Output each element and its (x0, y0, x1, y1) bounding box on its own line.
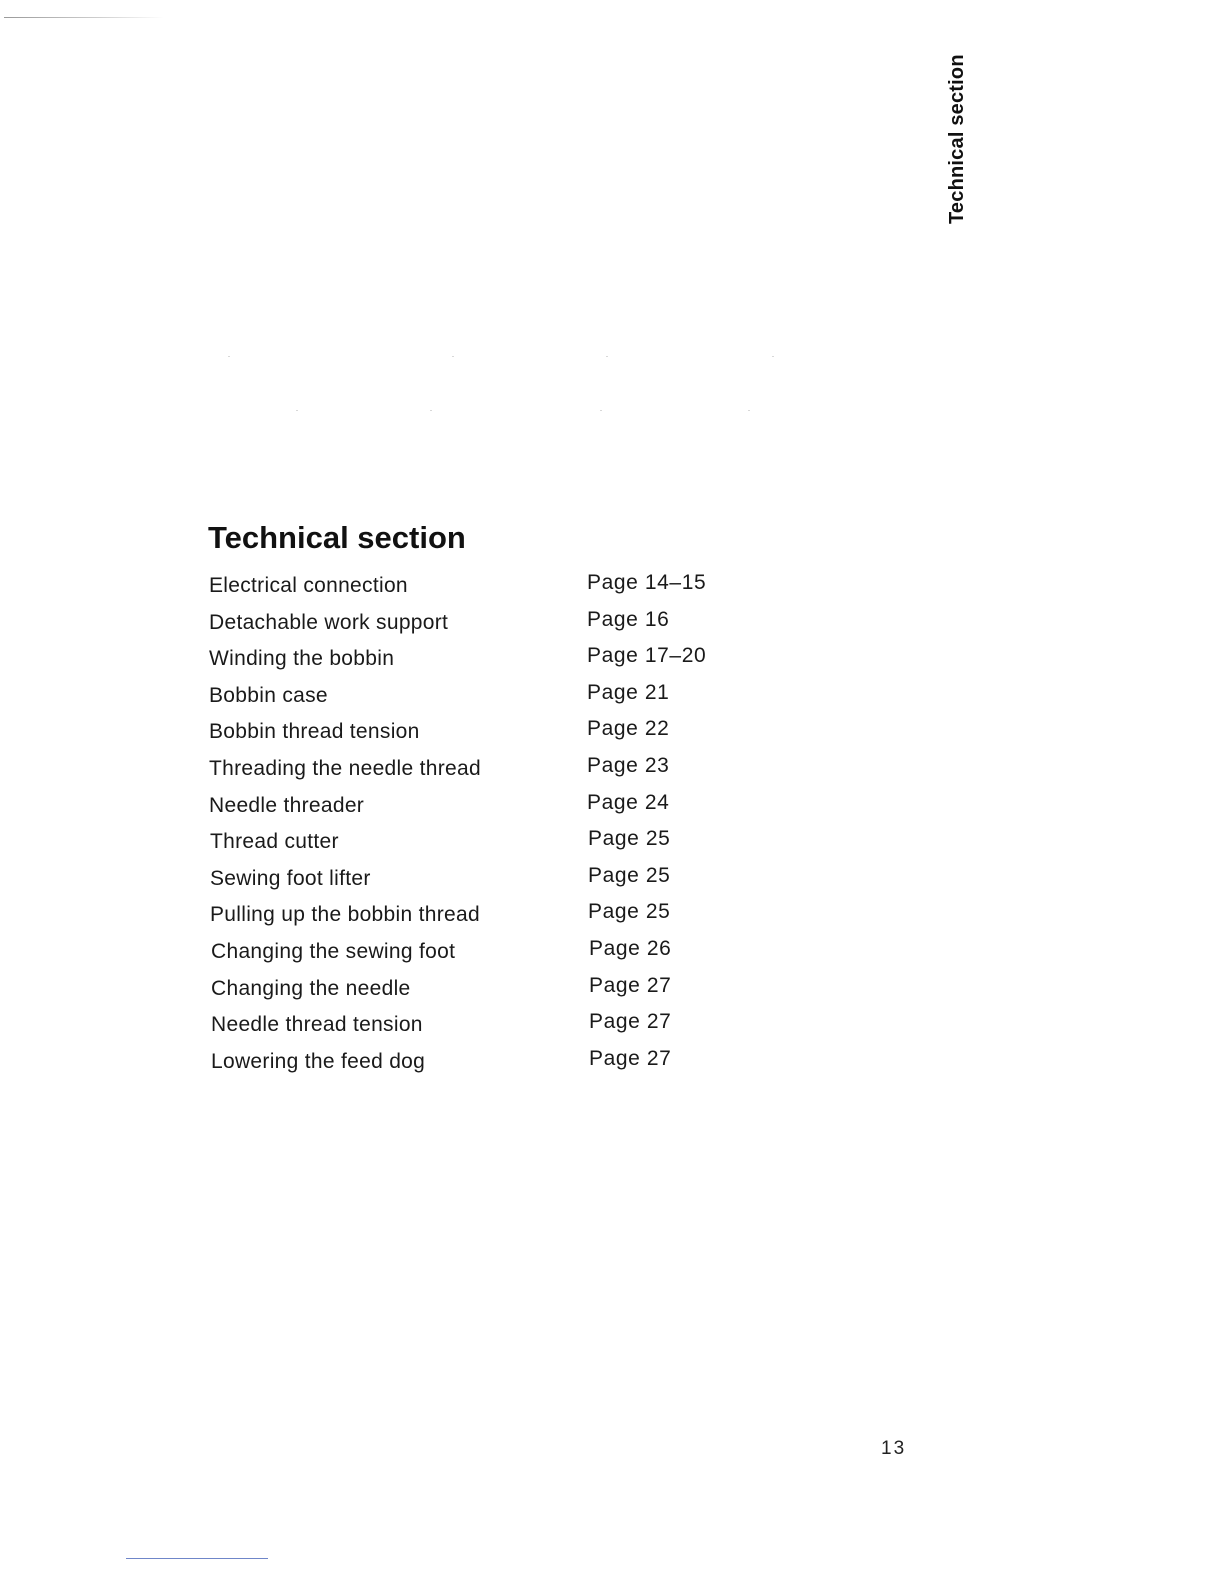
scan-speck (430, 410, 432, 411)
toc-entry-page: Page 25 (588, 863, 671, 887)
toc-entry-label: Sewing foot lifter (210, 866, 371, 890)
toc-row (209, 751, 749, 788)
toc-entry-page: Page 27 (589, 973, 672, 997)
table-of-contents (209, 568, 749, 1080)
toc-entry-label: Pulling up the bobbin thread (210, 903, 480, 927)
toc-entry-page: Page 26 (589, 936, 672, 960)
toc-entry-label: Threading the needle thread (209, 756, 481, 780)
scan-speck (296, 410, 298, 411)
toc-entry-page: Page 16 (587, 607, 670, 631)
toc-row (209, 678, 749, 715)
toc-entry-label: Changing the sewing foot (211, 939, 456, 963)
scan-speck (600, 410, 602, 411)
toc-entry-page: Page 14–15 (587, 571, 707, 594)
scan-speck (606, 356, 608, 357)
toc-entry-page: Page 21 (587, 680, 670, 704)
scan-speck (452, 356, 454, 357)
page-number: 13 (881, 1438, 907, 1459)
toc-row (210, 824, 750, 861)
side-tab-label: Technical section (946, 54, 968, 224)
scan-artifact-bottom (126, 1558, 268, 1559)
toc-entry-label: Bobbin thread tension (209, 720, 420, 744)
toc-row (209, 714, 749, 751)
scan-speck (748, 410, 750, 411)
toc-row (209, 568, 749, 605)
toc-entry-label: Detachable work support (209, 610, 449, 634)
toc-entry-label: Thread cutter (210, 830, 339, 854)
toc-entry-page: Page 25 (588, 827, 671, 851)
scan-speck (772, 356, 774, 357)
toc-row (210, 897, 750, 934)
toc-row (211, 1007, 751, 1044)
toc-entry-label: Changing the needle (211, 976, 411, 1000)
toc-row (211, 1044, 751, 1081)
toc-entry-page: Page 23 (587, 753, 670, 777)
scan-speck (228, 356, 230, 357)
toc-row (209, 788, 749, 825)
toc-entry-page: Page 25 (588, 900, 671, 924)
toc-entry-label: Winding the bobbin (209, 647, 395, 671)
toc-entry-page: Page 24 (587, 790, 670, 814)
toc-entry-page: Page 22 (587, 717, 670, 741)
section-title: Technical section (208, 520, 466, 555)
toc-entry-page: Page 27 (589, 1046, 672, 1070)
toc-row (209, 641, 749, 678)
toc-entry-label: Lowering the feed dog (211, 1049, 426, 1073)
toc-row (211, 971, 751, 1008)
toc-entry-label: Electrical connection (209, 574, 408, 597)
toc-entry-label: Needle threader (209, 793, 365, 817)
toc-row (209, 605, 749, 642)
toc-row (211, 934, 751, 971)
toc-entry-label: Needle thread tension (211, 1013, 423, 1037)
toc-entry-page: Page 27 (589, 1010, 672, 1034)
toc-entry-label: Bobbin case (209, 683, 328, 707)
toc-row (210, 861, 750, 898)
toc-entry-page: Page 17–20 (587, 644, 707, 668)
scan-artifact-top (4, 17, 164, 18)
